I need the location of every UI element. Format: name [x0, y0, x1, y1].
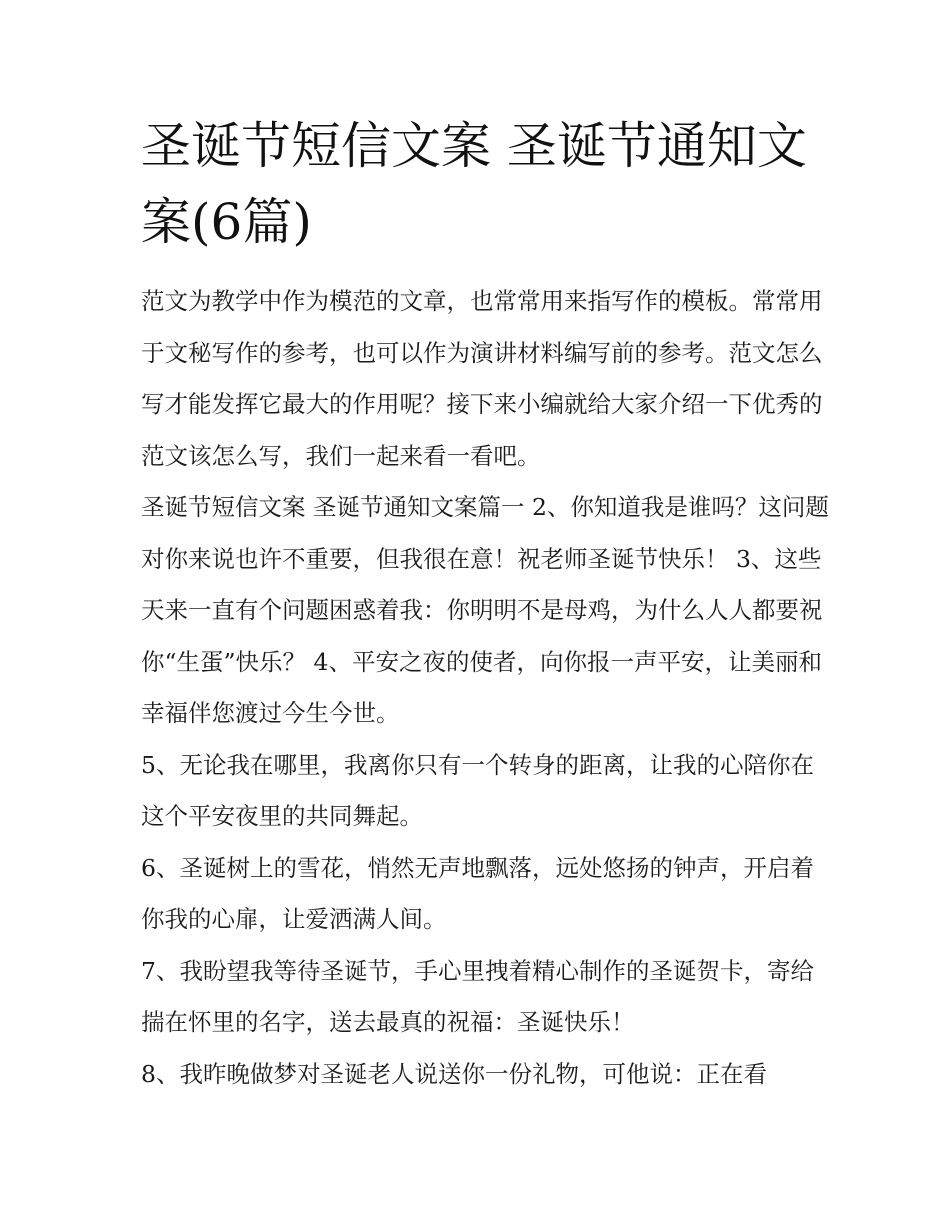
paragraph-intro: 范文为教学中作为模范的文章，也常常用来指写作的模板。常常用于文秘写作的参考，也可以作为演讲材料编写前的参考。范文怎么写才能发挥它最大的作用呢？接下来小编就给大家介绍一下优秀的范文该怎么写，我们一起来看一看吧。: [141, 287, 823, 470]
document-body: [141, 276, 831, 1100]
paragraph-3: 6、圣诞树上的雪花，悄然无声地飘落，远处悠扬的钟声，开启着你我的心扉，让爱洒满人间。: [141, 853, 814, 933]
paragraph-4: 7、我盼望我等待圣诞节，手心里拽着精心制作的圣诞贺卡，寄给揣在怀里的名字，送去最真的祝福：圣诞快乐！: [141, 956, 814, 1036]
paragraph-1: 圣诞节短信文案 圣诞节通知文案篇一 2、你知道我是谁吗？这问题对你来说也许不重要，但我很在意！祝老师圣诞节快乐！ 3、这些天来一直有个问题困惑着我：你明明不是母鸡，为什么人人都要祝你“生蛋”快乐？ 4、平安之夜的使者，向你报一声平安，让美丽和幸福伴您渡过今生今世。: [141, 493, 829, 727]
paragraph-5: 8、我昨晚做梦对圣诞老人说送你一份礼物，可他说：正在看: [141, 1059, 767, 1088]
paragraph-2: 5、无论我在哪里，我离你只有一个转身的距离，让我的心陪你在这个平安夜里的共同舞起。: [141, 750, 814, 830]
document-title: 圣诞节短信文案 圣诞节通知文案(6篇): [141, 117, 807, 251]
